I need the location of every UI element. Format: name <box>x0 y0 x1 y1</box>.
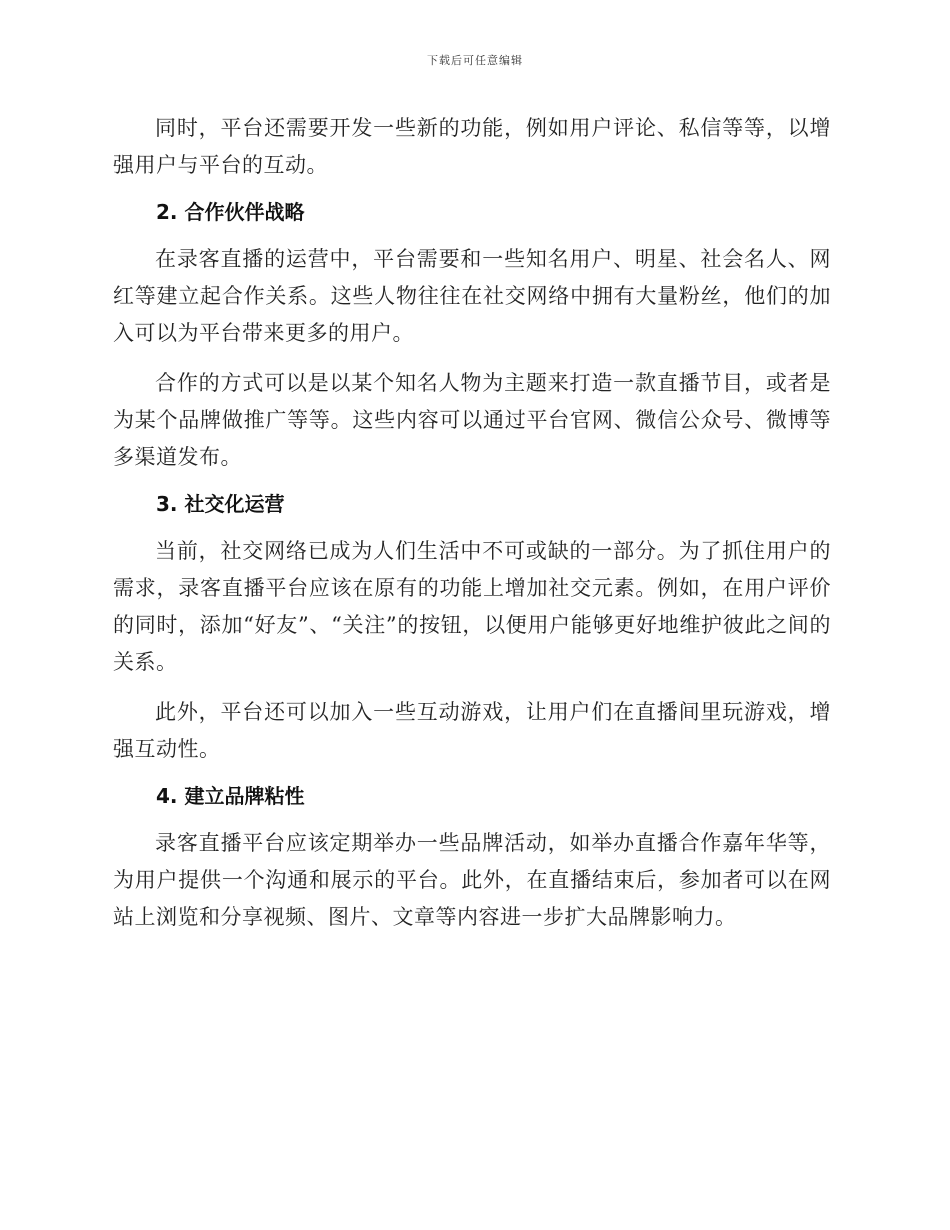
paragraph: 在录客直播的运营中，平台需要和一些知名用户、明星、社会名人、网红等建立起合作关系。这些人物往往在社交网络中拥有大量粉丝，他们的加入可以为平台带来更多的用户。 <box>113 247 831 345</box>
page-header: 下载后可任意编辑 <box>427 54 523 67</box>
paragraph: 合作的方式可以是以某个知名人物为主题来打造一款直播节目，或者是为某个品牌做推广等等。这些内容可以通过平台官网、微信公众号、微博等多渠道发布。 <box>113 371 831 469</box>
document-body <box>113 110 831 949</box>
section-heading: 4. 建立品牌粘性 <box>156 784 305 808</box>
paragraph: 当前，社交网络已成为人们生活中不可或缺的一部分。为了抓住用户的需求，录客直播平台应该在原有的功能上增加社交元素。例如，在用户评价的同时，添加“好友”、“关注”的按钮，以便用户能够更好地维护彼此之间的关系。 <box>113 539 831 674</box>
paragraph: 此外，平台还可以加入一些互动游戏，让用户们在直播间里玩游戏，增强互动性。 <box>113 700 831 761</box>
paragraph: 同时，平台还需要开发一些新的功能，例如用户评论、私信等等，以增强用户与平台的互动。 <box>113 116 831 177</box>
paragraph: 录客直播平台应该定期举办一些品牌活动，如举办直播合作嘉年华等，为用户提供一个沟通和展示的平台。此外，在直播结束后，参加者可以在网站上浏览和分享视频、图片、文章等内容进一步扩大品牌影响力。 <box>113 831 831 929</box>
section-heading: 2. 合作伙伴战略 <box>156 200 305 224</box>
section-heading: 3. 社交化运营 <box>156 492 285 516</box>
